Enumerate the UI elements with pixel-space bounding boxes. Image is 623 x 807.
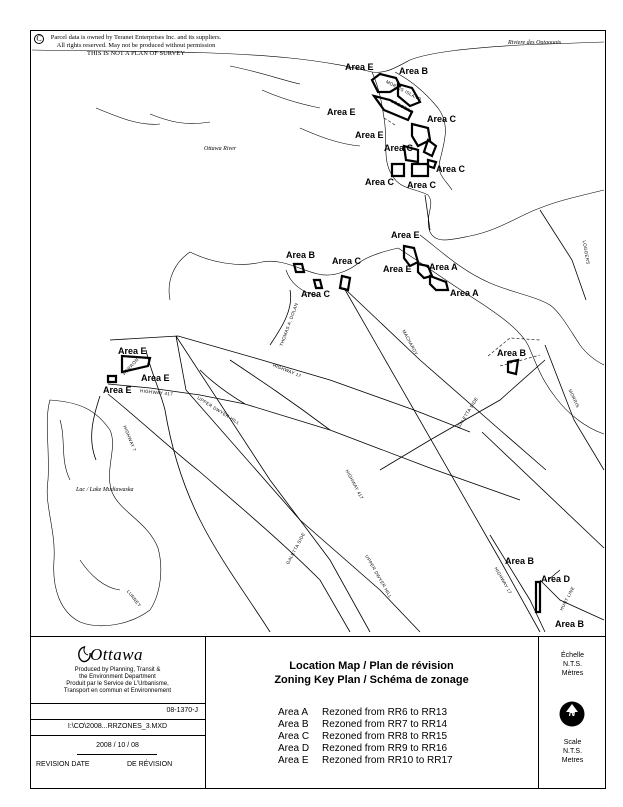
produced-fr-1: Produit par le Service de L'Urbanisme, [66, 681, 169, 687]
road-highway17-b: HIGHWAY 17 [493, 566, 513, 595]
road-highway417-b: HIGHWAY 417 [344, 468, 365, 501]
area-label-c1: Area C [427, 114, 457, 124]
area-polygon-c8 [340, 276, 350, 290]
area-label-e1: Area E [345, 62, 374, 72]
legend-desc: Rezoned from RR8 to RR15 [322, 731, 448, 742]
copyright-line3: THIS IS NOT A PLAN OF SURVEY [87, 50, 185, 57]
divider-2 [30, 735, 205, 736]
road-highway417-a: HIGHWAY 417 [139, 388, 174, 397]
produced-fr-2: Transport en commun et Environnement [63, 688, 172, 694]
area-label-e5: Area E [383, 264, 412, 274]
legend-row [278, 719, 453, 731]
title-block-left [30, 637, 206, 789]
area-label-c4: Area C [365, 177, 395, 187]
legend-desc: Rezoned from RR9 to RR16 [322, 743, 448, 754]
road-loggers: LOGGERS [390, 98, 415, 115]
de-revision-label: DE RÉVISION [127, 761, 173, 768]
area-label-b1: Area B [399, 66, 429, 76]
legend-desc: Rezoned from RR10 to RR17 [322, 755, 453, 766]
road-lunney: LUNNEY [125, 589, 143, 608]
produced-en-2: the Environment Department [79, 674, 156, 680]
road-highway7: HIGHWAY 7 [122, 424, 138, 453]
area-polygon-c4 [392, 164, 404, 176]
dashed-lines [384, 118, 540, 366]
legend-area: Area A [278, 707, 309, 718]
drawing-number: 08-1370-J [166, 707, 198, 714]
date-underline [77, 754, 157, 755]
copyright-line1: Parcel data is owned by Teranet Enterprises Inc. and its suppliers. [50, 34, 222, 41]
nts-label-2: N.T.S. [562, 748, 583, 755]
produced-en-1: Produced by Planning, Transit & [74, 667, 161, 673]
area-label-e2: Area E [327, 107, 356, 117]
north-letter: N [568, 708, 576, 718]
lake-label: Lac / Lake Mudiawaska [76, 487, 134, 493]
legend-row [278, 707, 453, 719]
area-label-c2: Area C [384, 143, 414, 153]
road-galetta-side: GALETTA SIDE [456, 396, 480, 429]
road-highway17-a: HIGHWAY 17 [272, 362, 303, 379]
area-label-b4: Area B [505, 556, 535, 566]
area-label-e3: Area E [355, 130, 384, 140]
logo-area [30, 637, 205, 704]
copyright-icon: C [34, 34, 44, 44]
nts-label-1: N.T.S. [562, 661, 583, 668]
revision-date-value: 2008 / 10 / 08 [96, 742, 139, 749]
road-morris: MORRIS [567, 388, 581, 409]
riviere-label: Riviere des Outaouais [508, 40, 562, 46]
area-label-c6: Area C [332, 256, 362, 266]
lake-mudiawaska [47, 400, 161, 626]
area-label-c5: Area C [407, 180, 437, 190]
area-label-a2: Area A [450, 288, 479, 298]
area-legend [278, 707, 453, 767]
divider-1 [30, 719, 205, 720]
legend-desc: Rezoned from RR6 to RR13 [322, 707, 448, 718]
metres-label-2: Metres [561, 757, 584, 764]
road-upper-dwyer-hill-2: UPPER DWYER HILL [364, 554, 393, 599]
area-label-c7: Area C [301, 289, 331, 299]
ottawa-river-label: Ottawa River [204, 146, 237, 152]
road-upper-dwyer-hill: UPPER DWYER HILL [196, 395, 241, 426]
road-loggers-east: LOGGERS [581, 240, 591, 265]
revision-date-label: REVISION DATE [36, 761, 90, 768]
area-polygon-c6 [428, 160, 436, 168]
legend-desc: Rezoned from RR7 to RR14 [322, 719, 448, 730]
area-label-b5: Area B [555, 619, 585, 629]
legend-area: Area C [278, 731, 310, 742]
area-label-e6: Area E [118, 346, 147, 356]
area-polygon-b4 [536, 582, 540, 612]
title-line-1: Location Map / Plan de révision [289, 660, 454, 672]
area-polygon-c7 [314, 280, 322, 288]
area-label-e8: Area E [103, 385, 132, 395]
area-label-c3: Area C [436, 164, 466, 174]
rezoned-areas [108, 74, 540, 612]
area-label-b3: Area B [497, 348, 527, 358]
area-polygon-e4 [404, 246, 418, 266]
area-polygon-a1 [430, 276, 448, 290]
road-hunt-line: HUNT LINE [558, 585, 576, 612]
map-canvas [30, 30, 606, 636]
area-polygon-e7 [108, 376, 116, 382]
producer-text [30, 667, 205, 695]
title-line-2: Zoning Key Plan / Schéma de zonage [274, 674, 469, 686]
area-label-e7: Area E [141, 373, 170, 383]
legend-row [278, 731, 453, 743]
file-path: I:\CO\2008...RRZONES_3.MXD [67, 723, 168, 730]
legend-area: Area D [278, 743, 310, 754]
legend-row [278, 755, 453, 767]
copyright-line2: All rights reserved. May not be produced without permission [56, 42, 216, 49]
area-label-b2: Area B [286, 250, 316, 260]
legend-area: Area E [278, 755, 309, 766]
scale-panel [538, 637, 606, 789]
area-label-a1: Area A [429, 262, 458, 272]
ottawa-logo: Ottawa [90, 645, 144, 664]
shoreline [32, 42, 604, 434]
map-title [205, 659, 538, 687]
area-label-e4: Area E [391, 230, 420, 240]
legend-row [278, 743, 453, 755]
legend-area: Area B [278, 719, 309, 730]
road-galetta-side-2: GALETTA SIDE [285, 531, 307, 566]
copyright-notice [36, 34, 236, 58]
road-herron: HERRON [121, 356, 140, 377]
echelle-label: Échelle [561, 652, 584, 659]
area-label-d1: Area D [541, 574, 571, 584]
road-morris-island: MORRIS ISLAND [385, 79, 423, 102]
area-polygon-b3 [508, 360, 518, 374]
area-polygon-c5 [412, 164, 428, 176]
title-block [30, 636, 606, 789]
metres-label-1: Mètres [561, 670, 584, 677]
road-thomas-dolan: THOMAS A. DOLAN [278, 302, 300, 347]
road-machardy: MACHARDY [401, 328, 419, 357]
scale-label: Scale [563, 739, 582, 746]
